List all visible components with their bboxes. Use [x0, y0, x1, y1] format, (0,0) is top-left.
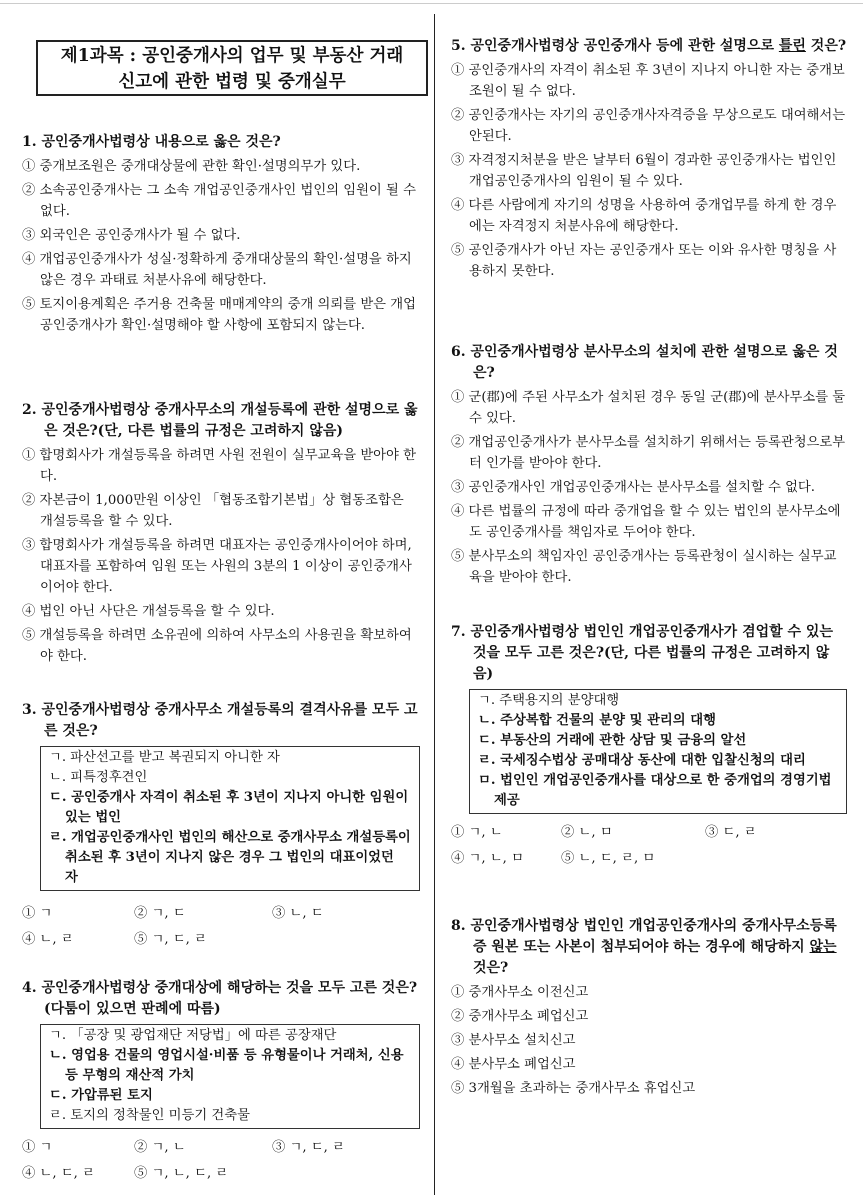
- subject-title-line1: 제1과목 : 공인중개사의 업무 및 부동산 거래: [60, 46, 404, 66]
- question-5-option-4[interactable]: ④ 다른 사람에게 자기의 성명을 사용하여 중개업무를 하게 한 경우에는 자격정지 처분사유에 해당한다.: [451, 198, 837, 234]
- question-1-option-2[interactable]: ② 소속공인중개사는 그 소속 개업공인중개사인 법인의 임원이 될 수 없다.: [22, 183, 416, 219]
- question-6-option-1[interactable]: ① 군(郡)에 주된 사무소가 설치된 경우 동일 군(郡)에 분사무소를 둘 수 있다.: [451, 390, 846, 426]
- question-7-item-2: ㄴ. 주상복합 건물의 분양 및 관리의 대행: [478, 713, 716, 728]
- question-3: [22, 700, 420, 950]
- question-8-option-4[interactable]: ④ 분사무소 폐업신고: [451, 1057, 576, 1072]
- question-7-choice-1[interactable]: ① ㄱ, ㄴ: [451, 825, 503, 840]
- question-4-box: [40, 1024, 420, 1129]
- question-4-item-1: ㄱ. 「공장 및 광업재단 저당법」에 따른 공장재단: [49, 1028, 337, 1043]
- question-7-choices-row2: [451, 848, 847, 869]
- question-5-option-3[interactable]: ③ 자격정지처분을 받은 날부터 6월이 경과한 공인중개사는 법인인 개업공인중개사의 임원이 될 수 있다.: [451, 153, 837, 189]
- question-6-option-4[interactable]: ④ 다른 법률의 규정에 따라 중개업을 할 수 있는 법인의 분사무소에도 공인중개사를 책임자로 두어야 한다.: [451, 504, 841, 540]
- top-rule: [0, 3, 863, 4]
- question-3-text: 3. 공인중개사법령상 중개사무소 개설등록의 결격사유를 모두 고른 것은?: [22, 702, 418, 739]
- question-4-item-3: ㄷ. 가압류된 토지: [49, 1088, 153, 1103]
- question-8-option-2[interactable]: ② 중개사무소 폐업신고: [451, 1009, 589, 1024]
- question-5-option-1[interactable]: ① 공인중개사의 자격이 취소된 후 3년이 지나지 아니한 자는 중개보조원이 될 수 없다.: [451, 63, 845, 99]
- question-1-text: 1. 공인중개사법령상 내용으로 옳은 것은?: [22, 134, 281, 150]
- question-3-item-4: ㄹ. 개업공인중개사인 법인의 해산으로 중개사무소 개설등록이 취소된 후 3년이 지나지 않은 경우 그 법인의 대표이었던 자: [49, 830, 411, 885]
- question-6-option-5[interactable]: ⑤ 분사무소의 책임자인 공인중개사는 등록관청이 실시하는 실무교육을 받아야 한다.: [451, 549, 837, 585]
- subject-title-box: [36, 40, 428, 96]
- question-2-option-5[interactable]: ⑤ 개설등록을 하려면 소유권에 의하여 사무소의 사용권을 확보하여야 한다.: [22, 628, 412, 664]
- question-8-option-3[interactable]: ③ 분사무소 설치신고: [451, 1033, 576, 1048]
- question-8-option-5[interactable]: ⑤ 3개월을 초과하는 중개사무소 휴업신고: [451, 1081, 696, 1096]
- question-3-item-1: ㄱ. 파산선고를 받고 복권되지 아니한 자: [49, 750, 280, 765]
- question-4-choice-2[interactable]: ② ㄱ, ㄴ: [134, 1140, 186, 1155]
- question-4-choice-5[interactable]: ⑤ ㄱ, ㄴ, ㄷ, ㄹ: [134, 1166, 229, 1181]
- question-4-choice-4[interactable]: ④ ㄴ, ㄷ, ㄹ: [22, 1166, 95, 1181]
- question-6-option-3[interactable]: ③ 공인중개사인 개업공인중개사는 분사무소를 설치할 수 없다.: [451, 480, 816, 495]
- question-7-box: [469, 689, 847, 814]
- column-divider: [434, 14, 435, 1195]
- question-7-choices-row1: [451, 822, 847, 843]
- question-3-choice-2[interactable]: ② ㄱ, ㄷ: [134, 906, 186, 921]
- question-7-choice-3[interactable]: ③ ㄷ, ㄹ: [705, 825, 757, 840]
- subject-title-line2: 신고에 관한 법령 및 중개실무: [118, 72, 346, 92]
- question-2-option-3[interactable]: ③ 합명회사가 개설등록을 하려면 대표자는 공인중개사이어야 하며, 대표자를 포함하여 임원 또는 사원의 3분의 1 이상이 공인중개사이어야 한다.: [22, 538, 412, 595]
- question-8-option-1[interactable]: ① 중개사무소 이전신고: [451, 985, 589, 1000]
- question-2-option-4[interactable]: ④ 법인 아닌 사단은 개설등록을 할 수 있다.: [22, 604, 275, 619]
- question-4-choice-1[interactable]: ① ㄱ: [22, 1140, 53, 1155]
- question-7-item-1: ㄱ. 주택용지의 분양대행: [478, 693, 620, 708]
- question-1: [22, 132, 420, 336]
- question-2: [22, 400, 420, 667]
- question-4-choice-3[interactable]: ③ ㄱ, ㄷ, ㄹ: [272, 1140, 345, 1155]
- question-6: [451, 342, 847, 588]
- question-5: [451, 36, 847, 282]
- question-3-choice-4[interactable]: ④ ㄴ, ㄹ: [22, 932, 74, 947]
- question-7-item-3: ㄷ. 부동산의 거래에 관한 상담 및 금융의 알선: [478, 733, 747, 748]
- question-7-text: 7. 공인중개사법령상 법인인 개업공인중개사가 겸업할 수 있는 것을 모두 고른 것은?(단, 다른 법률의 규정은 고려하지 않음): [451, 624, 833, 682]
- question-3-choice-3[interactable]: ③ ㄴ, ㄷ: [272, 906, 324, 921]
- question-2-option-2[interactable]: ② 자본금이 1,000만원 이상인 「협동조합기본법」상 협동조합은 개설등록을 할 수 있다.: [22, 493, 404, 529]
- question-3-item-3: ㄷ. 공인중개사 자격이 취소된 후 3년이 지나지 아니한 임원이 있는 법인: [49, 790, 409, 825]
- question-6-text: 6. 공인중개사법령상 분사무소의 설치에 관한 설명으로 옳은 것은?: [451, 344, 838, 381]
- question-7-choice-2[interactable]: ② ㄴ, ㅁ: [561, 825, 613, 840]
- question-7-choice-5[interactable]: ⑤ ㄴ, ㄷ, ㄹ, ㅁ: [561, 851, 656, 866]
- question-3-item-2: ㄴ. 피특정후견인: [49, 770, 148, 785]
- question-4-item-2: ㄴ. 영업용 건물의 영업시설·비품 등 유형물이나 거래처, 신용 등 무형의 재산적 가치: [49, 1048, 404, 1083]
- question-4-text: 4. 공인중개사법령상 중개대상에 해당하는 것을 모두 고른 것은?(다툼이 있으면 판례에 따름): [22, 980, 418, 1017]
- question-7-choice-4[interactable]: ④ ㄱ, ㄴ, ㅁ: [451, 851, 524, 866]
- question-3-choice-5[interactable]: ⑤ ㄱ, ㄷ, ㄹ: [134, 932, 207, 947]
- question-6-option-2[interactable]: ② 개업공인중개사가 분사무소를 설치하기 위해서는 등록관청으로부터 인가를 받아야 한다.: [451, 435, 846, 471]
- question-1-option-5[interactable]: ⑤ 토지이용계획은 주거용 건축물 매매계약의 중개 의뢰를 받은 개업공인중개사가 확인·설명해야 할 사항에 포함되지 않는다.: [22, 297, 416, 333]
- question-2-option-1[interactable]: ① 합명회사가 개설등록을 하려면 사원 전원이 실무교육을 받아야 한다.: [22, 448, 416, 484]
- question-3-choices-row2: [22, 929, 420, 950]
- question-5-option-2[interactable]: ② 공인중개사는 자기의 공인중개사자격증을 무상으로도 대여해서는 안된다.: [451, 108, 846, 144]
- question-3-choice-1[interactable]: ① ㄱ: [22, 906, 53, 921]
- question-7-item-4: ㄹ. 국세징수법상 공매대상 동산에 대한 입찰신청의 대리: [478, 753, 806, 768]
- question-1-option-1[interactable]: ① 중개보조원은 중개대상물에 관한 확인·설명의무가 있다.: [22, 159, 361, 174]
- question-3-choices-row1: [22, 903, 420, 924]
- question-5-option-5[interactable]: ⑤ 공인중개사가 아닌 자는 공인중개사 또는 이와 유사한 명칭을 사용하지 못한다.: [451, 243, 837, 279]
- question-8-text: 8. 공인중개사법령상 법인인 개업공인중개사의 중개사무소등록증 원본 또는 사본이 첨부되어야 하는 경우에 해당하지 않는 것은?: [451, 918, 837, 976]
- question-4: [22, 978, 420, 1184]
- question-8: [451, 916, 847, 1099]
- question-7-item-5: ㅁ. 법인인 개업공인중개사를 대상으로 한 중개업의 경영기법 제공: [478, 773, 832, 808]
- question-4-item-4: ㄹ. 토지의 정착물인 미등기 건축물: [49, 1108, 250, 1123]
- question-2-text: 2. 공인중개사법령상 중개사무소의 개설등록에 관한 설명으로 옳은 것은?(단, 다른 법률의 규정은 고려하지 않음): [22, 402, 418, 439]
- question-1-option-4[interactable]: ④ 개업공인중개사가 성실·정확하게 중개대상물의 확인·설명을 하지 않은 경우 과태료 처분사유에 해당한다.: [22, 252, 412, 288]
- question-7: [451, 622, 847, 869]
- question-5-text: 5. 공인중개사법령상 공인중개사 등에 관한 설명으로 틀린 것은?: [451, 38, 847, 54]
- question-4-choices-row2: [22, 1163, 420, 1184]
- question-1-option-3[interactable]: ③ 외국인은 공인중개사가 될 수 없다.: [22, 228, 241, 243]
- question-4-choices-row1: [22, 1137, 420, 1158]
- question-3-box: [40, 746, 420, 891]
